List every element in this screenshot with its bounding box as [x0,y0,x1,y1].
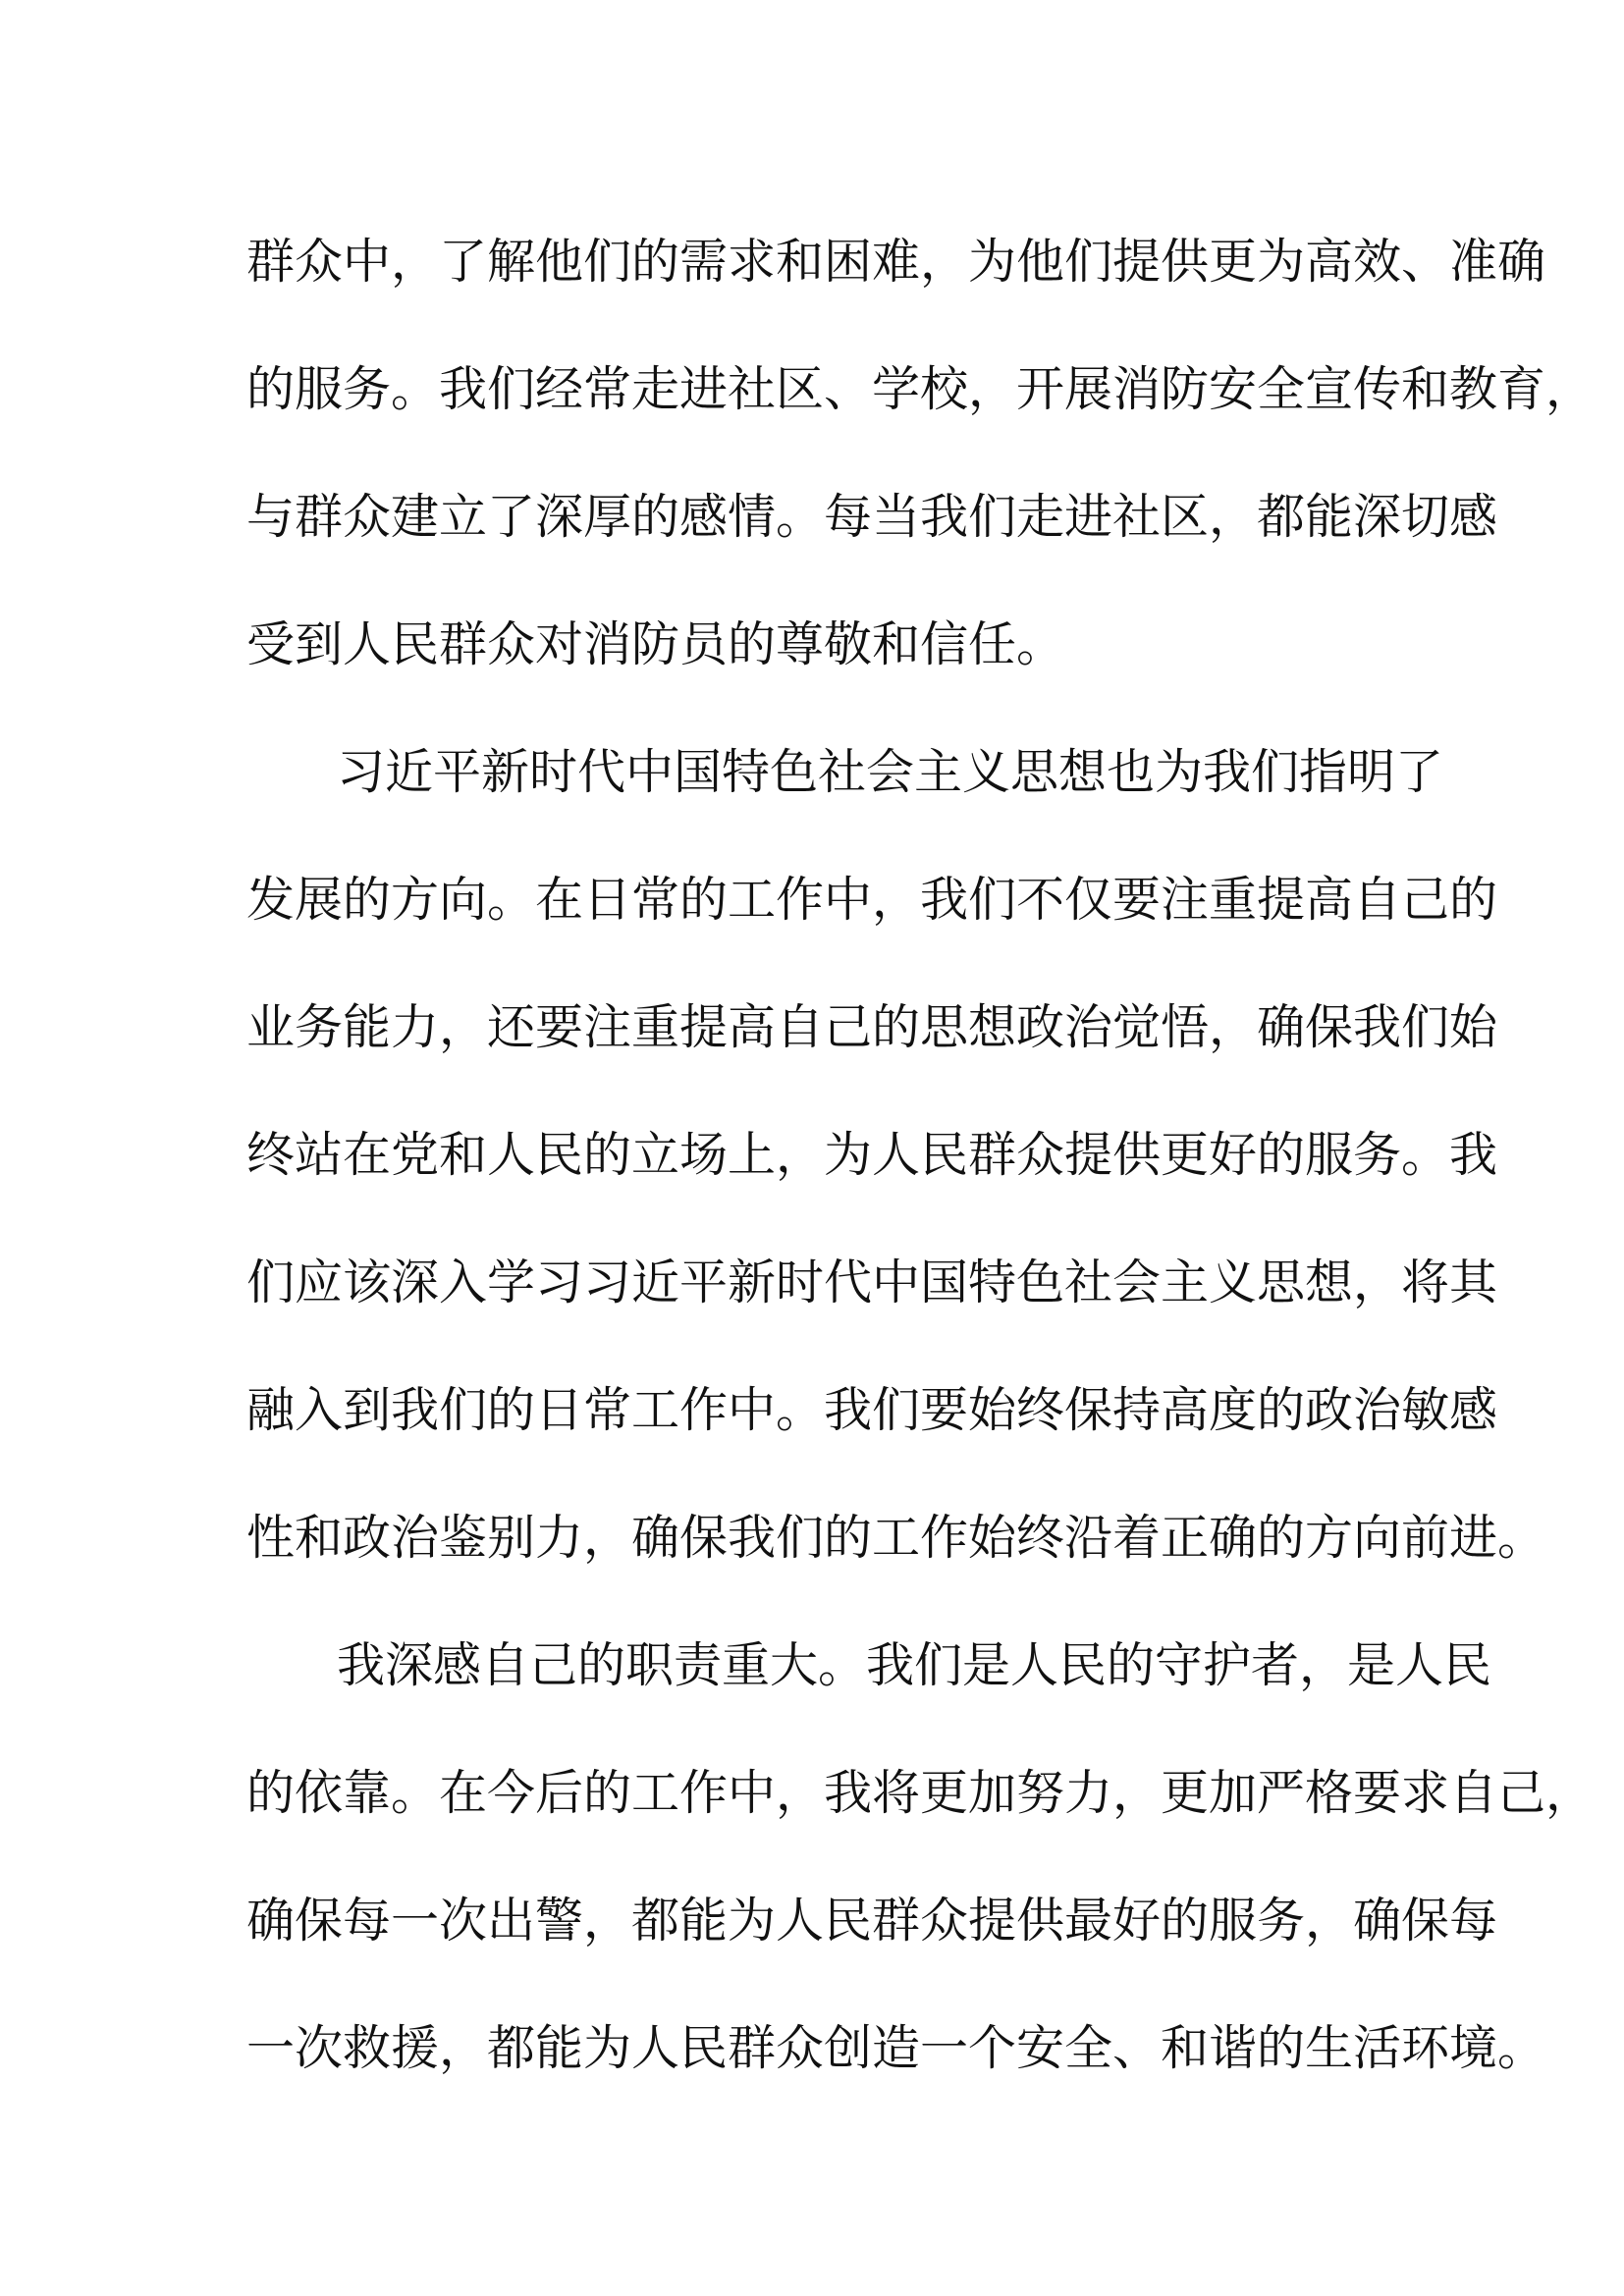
paragraph-1-line-4: 受到人民群众对消防员的尊敬和信任。 [246,616,1065,672]
paragraph-2-line-3: 业务能力，还要注重提高自己的思想政治觉悟，确保我们始 [246,999,1498,1055]
paragraph-3-line-1: 我深感自己的职责重大。我们是人民的守护者，是人民 [337,1637,1492,1693]
paragraph-1-line-2: 的服务。我们经常走进社区、学校，开展消防安全宣传和教育， [246,361,1595,417]
paragraph-2-line-7: 性和政治鉴别力，确保我们的工作始终沿着正确的方向前进。 [246,1510,1546,1566]
paragraph-2-line-1: 习近平新时代中国特色社会主义思想也为我们指明了 [337,744,1444,800]
paragraph-1-line-1: 群众中，了解他们的需求和困难，为他们提供更为高效、准确 [246,234,1546,290]
paragraph-3-line-2: 的依靠。在今后的工作中，我将更加努力，更加严格要求自己， [246,1765,1595,1821]
paragraph-3-line-3: 确保每一次出警，都能为人民群众提供最好的服务，确保每 [246,1893,1498,1949]
paragraph-1-line-3: 与群众建立了深厚的感情。每当我们走进社区，都能深切感 [246,489,1498,545]
paragraph-2-line-6: 融入到我们的日常工作中。我们要始终保持高度的政治敏感 [246,1382,1498,1438]
paragraph-3-line-4: 一次救援，都能为人民群众创造一个安全、和谐的生活环境。 [246,2020,1546,2076]
paragraph-2-line-4: 终站在党和人民的立场上，为人民群众提供更好的服务。我 [246,1127,1498,1183]
paragraph-2-line-2: 发展的方向。在日常的工作中，我们不仅要注重提高自己的 [246,872,1498,928]
paragraph-2-line-5: 们应该深入学习习近平新时代中国特色社会主义思想，将其 [246,1255,1498,1310]
